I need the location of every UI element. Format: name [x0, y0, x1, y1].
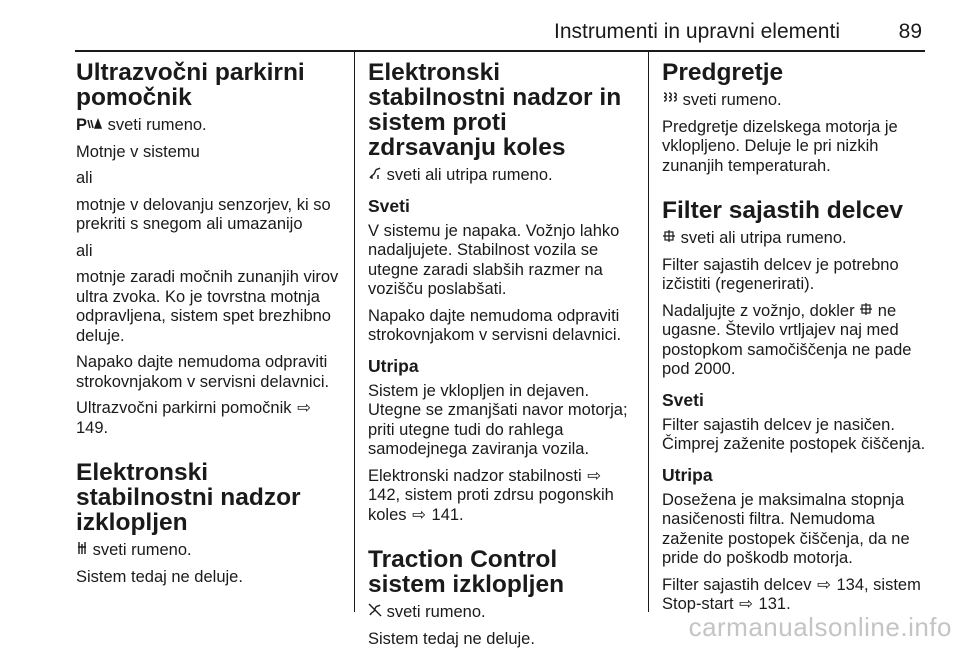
preheat-icon	[662, 91, 678, 105]
particle-filter-icon	[859, 302, 873, 316]
traction-text: Sistem tedaj ne deluje.	[368, 629, 535, 648]
reference-arrow-icon[interactable]: ⇨	[587, 466, 602, 485]
sveti-p2: Napako dajte nemudoma odpraviti strokovnjakom v servisni delavnici.	[368, 306, 622, 344]
column-1	[76, 60, 344, 594]
text-p1: Motnje v sistemu	[76, 142, 200, 161]
dpf-p2: Nadaljujte z vožnjo, dokler ne ugasne. Število vrtljajev naj med postopkom samočiščenja ne pade pod 2000.	[662, 301, 912, 378]
subheading-sveti: Sveti	[368, 195, 410, 216]
text-p6: Napako dajte nemudoma odpraviti strokovnjakom v servisni delavnici.	[76, 353, 330, 391]
sensor-waves-icon	[87, 118, 103, 130]
heading-traction-off: Traction Control sistem izklopljen	[368, 546, 565, 598]
parking-status: P sveti rumeno.	[76, 116, 207, 134]
dpf-reference: Filter sajastih delcev ⇨ 134, sistem Stop-start ⇨ 131.	[662, 575, 921, 613]
preheat-status: sveti rumeno.	[662, 91, 930, 111]
esc-status: sveti ali utripa rumeno.	[368, 166, 636, 186]
sveti-text: Filter sajastih delcev je nasičen. Čimprej zaženite postopek čiščenja.	[662, 415, 926, 453]
text-p5: motnje zaradi močnih zunanjih virov ultra zvoka. Ko je tovrstna motnja odpravljena, sistem spet brezhibno deluje.	[76, 268, 339, 345]
dpf-status: sveti ali utripa rumeno.	[662, 229, 930, 249]
page-number: 89	[898, 20, 922, 43]
column-3	[662, 60, 930, 622]
column-divider-1	[354, 52, 355, 612]
utripa-p1: Sistem je vklopljen in dejaven. Utegne se zmanjšati navor motorja; priti utegne tudi do rahlega samodejnega zaviranja vozila.	[368, 381, 628, 458]
heading-esc-off: Elektronski stabilnostni nadzor izklopljen	[76, 459, 301, 536]
column-divider-2	[648, 52, 649, 612]
preheat-text: Predgretje dizelskega motorja je vklopljeno. Deluje le pri nizkih zunanjih temperaturah.	[662, 117, 898, 175]
header-rule	[75, 50, 925, 52]
utripa-text: Dosežena je maksimalna stopnja nasičenosti filtra. Nemudoma zaženite postopek čiščenja, da ne pride do poškodb motorja.	[662, 490, 910, 567]
reference-arrow-icon[interactable]: ⇨	[297, 399, 311, 417]
esc-off-status: sveti rumeno.	[76, 541, 344, 561]
utripa-p2: Elektronski nadzor stabilnosti ⇨ 142, sistem proti zdrsu pogonskih koles ⇨ 141.	[368, 466, 614, 524]
text-p3: motnje v delovanju senzorjev, ki so prekriti s snegom ali umazanijo	[76, 195, 331, 233]
esc-off-icon	[76, 541, 88, 555]
running-header-title: Instrumenti in upravni elementi	[554, 20, 840, 43]
traction-status: sveti rumeno.	[368, 603, 636, 623]
parking-assist-icon: P	[76, 116, 103, 136]
dpf-p1: Filter sajastih delcev je potrebno izčistiti (regenerirati).	[662, 255, 899, 293]
column-2	[368, 60, 636, 656]
heading-dpf: Filter sajastih delcev	[662, 197, 904, 224]
subheading-utripa: Utripa	[368, 355, 419, 376]
subheading-utripa: Utripa	[662, 464, 713, 485]
reference-arrow-icon[interactable]: ⇨	[739, 595, 753, 613]
heading-preheat: Predgretje	[662, 59, 784, 86]
subheading-sveti: Sveti	[662, 389, 704, 410]
watermark: carmanualsonline.info	[688, 612, 952, 642]
reference-arrow-icon[interactable]: ⇨	[817, 575, 831, 594]
esc-icon	[368, 166, 382, 180]
text-p7: Ultrazvočni parkirni pomočnik ⇨ 149.	[76, 399, 311, 437]
reference-arrow-icon[interactable]: ⇨	[412, 505, 426, 524]
text-p2: ali	[76, 169, 93, 187]
heading-esc: Elektronski stabilnostni nadzor in sistem proti zdrsavanju koles	[368, 59, 622, 161]
text-p4: ali	[76, 241, 93, 260]
esc-off-text: Sistem tedaj ne deluje.	[76, 567, 243, 586]
heading-parking-assist: Ultrazvočni parkirni pomočnik	[76, 59, 305, 111]
particle-filter-icon	[662, 229, 676, 243]
sveti-p1: V sistemu je napaka. Vožnjo lahko nadaljujete. Stabilnost vozila se utegne zaradi slabših razmer na vozišču poslabšati.	[368, 221, 620, 298]
